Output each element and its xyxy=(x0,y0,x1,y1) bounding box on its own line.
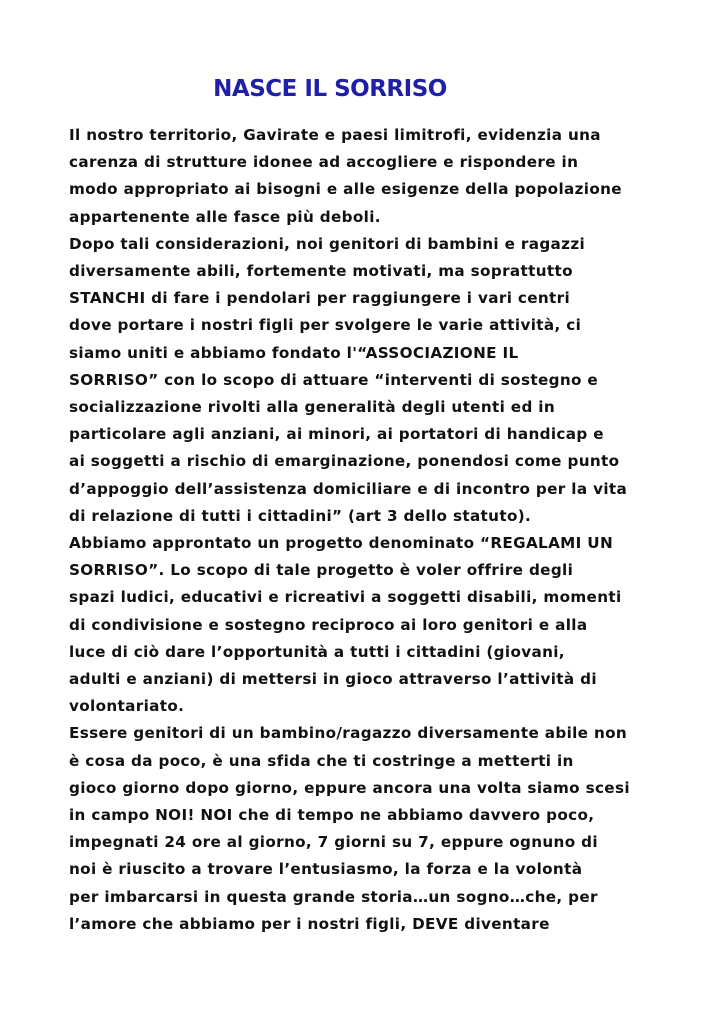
text-line: spazi ludici, educativi e ricreativi a soggetti disabili, momenti xyxy=(69,588,622,607)
text-line: gioco giorno dopo giorno, eppure ancora una volta siamo scesi xyxy=(69,778,630,797)
text-line: Il nostro territorio, Gavirate e paesi limitrofi, evidenzia una xyxy=(69,126,601,144)
text-line: modo appropriato ai bisogni e alle esigenze della popolazione xyxy=(69,180,622,199)
text-line: di condivisione e sostegno reciproco ai loro genitori e alla xyxy=(69,615,588,634)
text-line: l’amore che abbiamo per i nostri figli, DEVE diventare xyxy=(69,914,550,933)
text-line: per imbarcarsi in questa grande storia…un sogno…che, per xyxy=(69,887,598,906)
text-line: diversamente abili, fortemente motivati, ma soprattutto xyxy=(69,262,573,281)
text-line: SORRISO”. Lo scopo di tale progetto è voler offrire degli xyxy=(69,561,574,580)
text-line: adulti e anziani) di mettersi in gioco attraverso l’attività di xyxy=(69,670,597,689)
text-line: Abbiamo approntato un progetto denominato “REGALAMI UN xyxy=(69,534,614,553)
text-line: siamo uniti e abbiamo fondato l'“ASSOCIAZIONE IL xyxy=(69,343,519,362)
page-title: NASCE IL SORRISO xyxy=(213,76,447,102)
text-line: noi è riuscito a trovare l’entusiasmo, la forza e la volontà xyxy=(69,860,583,879)
text-line: dove portare i nostri figli per svolgere le varie attività, ci xyxy=(69,316,582,335)
text-line: è cosa da poco, è una sfida che ti costringe a metterti in xyxy=(69,751,574,770)
text-line: Dopo tali considerazioni, noi genitori di bambini e ragazzi xyxy=(69,234,586,253)
text-line: luce di ciò dare l’opportunità a tutti i cittadini (giovani, xyxy=(69,642,565,661)
text-line: volontariato. xyxy=(69,697,185,716)
text-line: Essere genitori di un bambino/ragazzo diversamente abile non xyxy=(69,724,628,743)
body-text xyxy=(69,122,669,938)
text-line: carenza di strutture idonee ad accogliere e rispondere in xyxy=(69,153,579,172)
text-line: appartenente alle fasce più deboli. xyxy=(69,207,381,226)
text-line: d’appoggio dell’assistenza domiciliare e di incontro per la vita xyxy=(69,479,628,498)
text-line: particolare agli anziani, ai minori, ai portatori di handicap e xyxy=(69,425,604,444)
text-line: in campo NOI! NOI che di tempo ne abbiamo davvero poco, xyxy=(69,806,595,825)
text-line: socializzazione rivolti alla generalità degli utenti ed in xyxy=(69,398,556,417)
text-line: STANCHI di fare i pendolari per raggiungere i vari centri xyxy=(69,289,571,308)
text-line: SORRISO” con lo scopo di attuare “interventi di sostegno e xyxy=(69,370,599,389)
text-line: impegnati 24 ore al giorno, 7 giorni su 7, eppure ognuno di xyxy=(69,833,598,852)
text-line: di relazione di tutti i cittadini” (art 3 dello statuto). xyxy=(69,506,532,525)
text-line: ai soggetti a rischio di emarginazione, ponendosi come punto xyxy=(69,452,620,471)
